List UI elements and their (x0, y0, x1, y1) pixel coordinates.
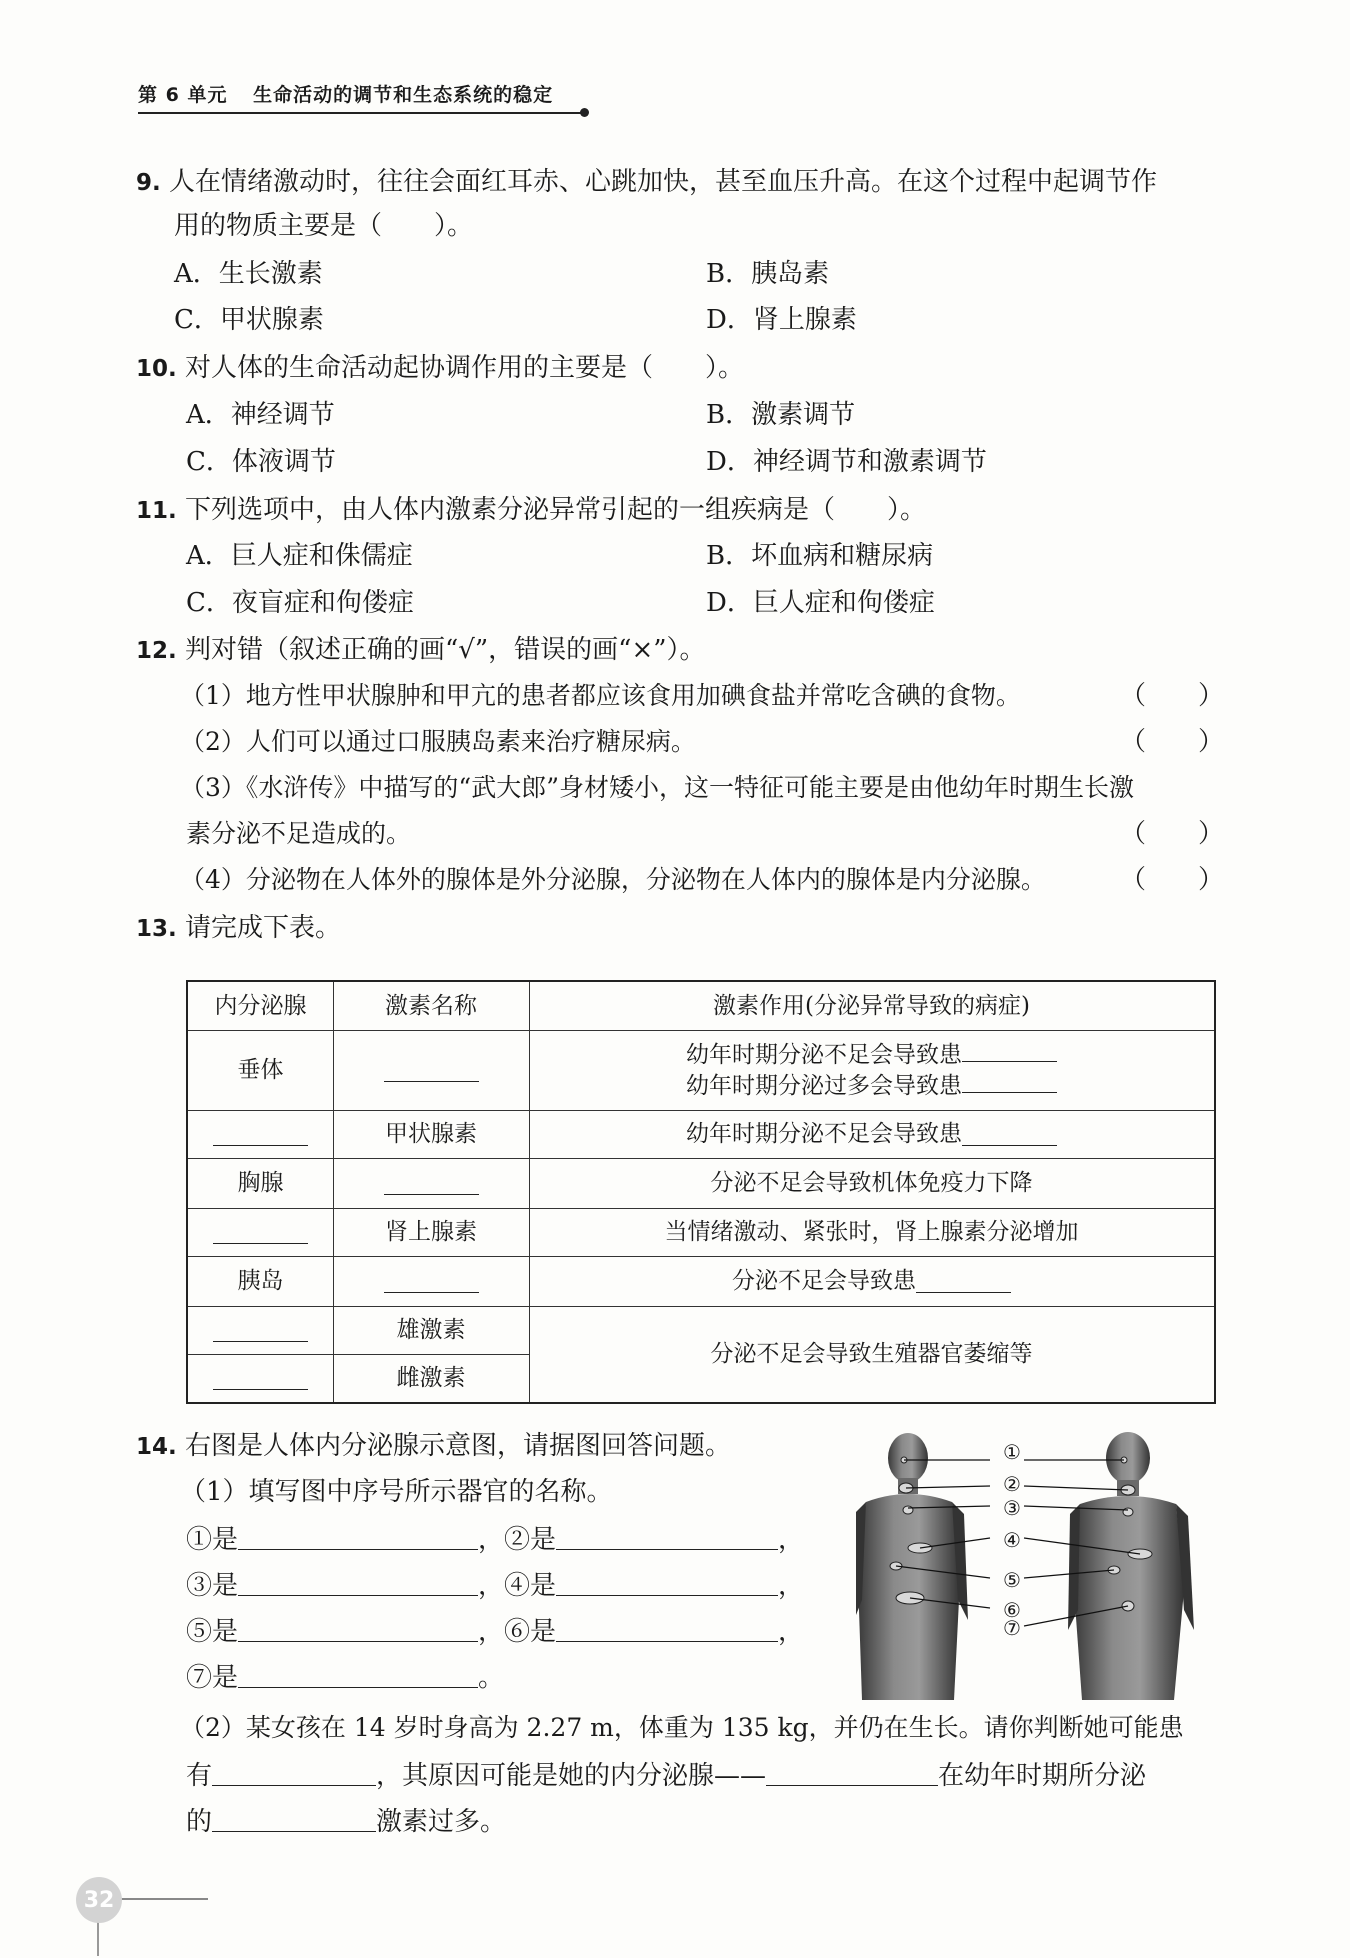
q14-sub2-line3: 的 激素过多。 (186, 1807, 507, 1837)
row2-effect (529, 1110, 1214, 1158)
row6a-hormone: 雄激素 (396, 1317, 466, 1343)
q10-stem: 对人体的生命活动起协调作用的主要是（ ）。 (185, 353, 745, 383)
figure-label-7: ⑦ (1003, 1616, 1021, 1640)
q11-line (136, 492, 926, 529)
row6a-gland-blank[interactable] (188, 1306, 333, 1354)
row5-effect-blank[interactable] (916, 1270, 1011, 1293)
q9-number: 9. (136, 170, 161, 196)
row1-effect (529, 1030, 1214, 1110)
q9-stem-1: 人在情绪激动时，往往会面红耳赤、心跳加快，甚至血压升高。在这个过程中起调节作 (169, 167, 1158, 197)
female-body (856, 1433, 968, 1700)
q14-sub2-line1: （2）某女孩在 14 岁时身高为 2.27 m，体重为 135 kg，并仍在生长。请你判断她可能患 (180, 1713, 1184, 1742)
row3-effect: 分泌不足会导致机体免疫力下降 (710, 1170, 1033, 1196)
q10-option-c: C．体液调节 (186, 447, 336, 477)
header-rule (138, 112, 586, 114)
q14-line (136, 1428, 731, 1465)
fill-blank-7[interactable] (238, 1663, 478, 1688)
q9-option-a: A．生长激素 (174, 259, 323, 289)
row4-gland-blank[interactable] (188, 1208, 333, 1256)
q11-option-a: A．巨人症和侏儒症 (186, 541, 413, 571)
row2-effect-text: 幼年时期分泌不足会导致患 (686, 1121, 962, 1147)
figure-label-1: ① (1003, 1440, 1021, 1464)
row3-hormone-blank[interactable] (333, 1158, 529, 1208)
q11-option-b: B．坏血病和糖尿病 (706, 541, 934, 571)
q11-option-d: D．巨人症和佝偻症 (706, 588, 935, 618)
q10-option-b: B．激素调节 (706, 400, 856, 430)
q12-number: 12. (136, 638, 177, 664)
row6b-hormone: 雌激素 (396, 1365, 466, 1391)
row2-hormone: 甲状腺素 (385, 1121, 477, 1147)
fill-label-1: ①是 (186, 1525, 239, 1555)
thymus-mark-right (1123, 1508, 1133, 1516)
hormone-blank[interactable] (212, 1807, 376, 1832)
q12-item-3b: 素分泌不足造成的。 (186, 819, 412, 848)
q10-line (136, 350, 744, 387)
male-body (1068, 1432, 1194, 1700)
thymus-mark-left (903, 1506, 913, 1514)
table-header-hormone: 激素名称 (385, 993, 477, 1019)
table-header-effect: 激素作用(分泌异常导致的病症) (713, 993, 1030, 1019)
fill-blank-4[interactable] (556, 1571, 778, 1596)
q12-item-4: （4）分泌物在人体外的腺体是外分泌腺，分泌物在人体内的腺体是内分泌腺。 (180, 865, 1046, 894)
row1-effect-2-blank[interactable] (962, 1070, 1057, 1093)
q14-stem: 右图是人体内分泌腺示意图，请据图回答问题。 (185, 1431, 732, 1461)
figure-label-5: ⑤ (1003, 1568, 1021, 1592)
fill-label-2: ②是 (504, 1525, 557, 1555)
q11-stem: 下列选项中，由人体内激素分泌异常引起的一组疾病是（ ）。 (185, 495, 927, 525)
fill-label-6: ⑥是 (504, 1617, 557, 1647)
q10-option-a: A．神经调节 (186, 400, 335, 430)
q13-number: 13. (136, 916, 177, 942)
q12-item-2: （2）人们可以通过口服胰岛素来治疗糖尿病。 (180, 727, 696, 756)
row1-gland: 垂体 (237, 1057, 284, 1083)
q10-option-d: D．神经调节和激素调节 (706, 447, 987, 477)
row1-effect-2: 幼年时期分泌过多会导致患 (686, 1073, 962, 1099)
q14-fill-row-1: ①是 ，②是 ， (186, 1525, 805, 1555)
q12-item-1: （1）地方性甲状腺肿和甲亢的患者都应该食用加碘食盐并常吃含碘的食物。 (180, 681, 1021, 710)
q9-option-b: B．胰岛素 (706, 259, 830, 289)
row1-effect-1: 幼年时期分泌不足会导致患 (686, 1042, 962, 1068)
figure-label-6: ⑥ (1003, 1598, 1021, 1622)
fill-blank-5[interactable] (238, 1617, 478, 1642)
row2-effect-blank[interactable] (962, 1123, 1057, 1146)
fill-label-5: ⑤是 (186, 1617, 239, 1647)
q9-stem-2: 用的物质主要是（ ）。 (174, 211, 474, 241)
figure-label-4: ④ (1003, 1528, 1021, 1552)
table-header-gland: 内分泌腺 (214, 993, 307, 1019)
fill-label-4: ④是 (504, 1571, 557, 1601)
gland-blank[interactable] (766, 1761, 938, 1786)
fill-blank-1[interactable] (238, 1525, 478, 1550)
row2-gland-blank[interactable] (188, 1110, 333, 1158)
q12-line (136, 632, 706, 669)
row3-gland: 胸腺 (237, 1170, 284, 1196)
endocrine-gland-figure (856, 1430, 1196, 1700)
row4-hormone: 肾上腺素 (385, 1219, 477, 1245)
q9-line1 (136, 164, 1157, 201)
row5-effect-text: 分泌不足会导致患 (732, 1268, 916, 1294)
q12-item-3a: （3）《水浒传》中描写的“武大郎”身材矮小，这一特征可能主要是由他幼年时期生长激 (180, 773, 1134, 802)
fill-label-7: ⑦是 (186, 1663, 239, 1693)
hormone-table (186, 980, 1216, 1404)
fill-blank-6[interactable] (556, 1617, 778, 1642)
unit-label: 第 6 单元 (138, 84, 228, 106)
fill-label-3: ③是 (186, 1571, 239, 1601)
q11-number: 11. (136, 498, 177, 524)
page-footer-vrule (97, 1920, 99, 1956)
header-rule-dot (580, 108, 589, 117)
row6b-gland-blank[interactable] (188, 1354, 333, 1402)
unit-title: 生命活动的调节和生态系统的稳定 (253, 84, 554, 106)
row6-effect: 分泌不足会导致生殖器官萎缩等 (710, 1341, 1033, 1367)
q11-option-c: C．夜盲症和佝偻症 (186, 588, 414, 618)
q9-option-c: C．甲状腺素 (174, 305, 324, 335)
q9-option-d: D．肾上腺素 (706, 305, 857, 335)
fill-blank-2[interactable] (556, 1525, 778, 1550)
q14-sub1: （1）填写图中序号所示器官的名称。 (180, 1477, 613, 1507)
q12-stem: 判对错（叙述正确的画“√”，错误的画“×”）。 (185, 635, 706, 665)
q13-line (136, 910, 341, 947)
q12-answer-paren-4[interactable]: （ ） (1120, 865, 1225, 895)
q14-fill-row-2: ③是 ，④是 ， (186, 1571, 805, 1601)
fill-blank-3[interactable] (238, 1571, 478, 1596)
row1-hormone-blank[interactable] (333, 1030, 529, 1110)
row5-effect (529, 1256, 1214, 1306)
q13-stem: 请完成下表。 (185, 913, 342, 943)
q14-fill-row-4: ⑦是 。 (186, 1663, 505, 1693)
figure-label-3: ③ (1003, 1496, 1021, 1520)
q12-answer-paren-2[interactable]: （ ） (1120, 727, 1225, 757)
q12-answer-paren-1[interactable]: （ ） (1120, 681, 1225, 711)
row4-effect: 当情绪激动、紧张时，肾上腺素分泌增加 (664, 1219, 1079, 1245)
disease-blank[interactable] (212, 1761, 376, 1786)
q14-number: 14. (136, 1434, 177, 1460)
page-number: 32 (76, 1877, 122, 1923)
unit-header (138, 80, 553, 107)
q14-sub2-line2: 有 ，其原因可能是她的内分泌腺—— 在幼年时期所分泌 (186, 1761, 1147, 1791)
q12-answer-paren-3[interactable]: （ ） (1120, 819, 1225, 849)
row5-gland: 胰岛 (237, 1268, 284, 1294)
row5-hormone-blank[interactable] (333, 1256, 529, 1306)
q10-number: 10. (136, 356, 177, 382)
q14-fill-row-3: ⑤是 ，⑥是 ， (186, 1617, 805, 1647)
figure-label-2: ② (1003, 1472, 1021, 1496)
row1-effect-1-blank[interactable] (962, 1039, 1057, 1062)
